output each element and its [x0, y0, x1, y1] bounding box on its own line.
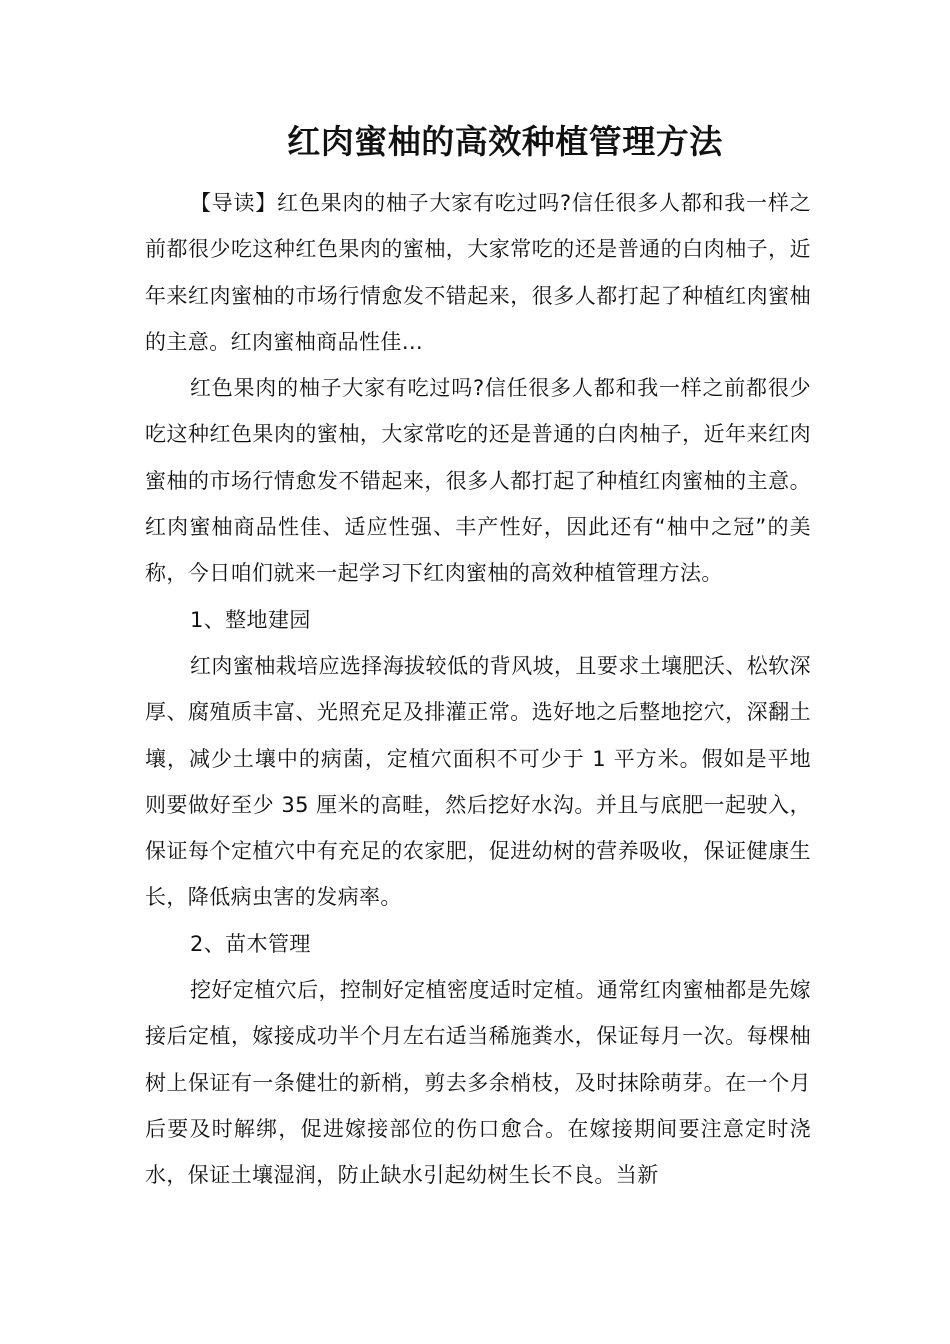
body-paragraph: 红色果肉的柚子大家有吃过吗?信任很多人都和我一样之前都很少吃这种红色果肉的蜜柚，大家常吃的还是普通的白肉柚子，近年来红肉蜜柚的市场行情愈发不错起来，很多人都打起了种植红肉蜜柚的主意。红肉蜜柚商品性佳、适应性强、丰产性好，因此还有“柚中之冠”的美称，今日咱们就来一起学习下红肉蜜柚的高效种植管理方法。 — [145, 376, 811, 586]
section-heading: 1、整地建园 — [190, 607, 311, 632]
document-body — [145, 180, 811, 1199]
body-paragraph: 红肉蜜柚栽培应选择海拔较低的背风坡，且要求土壤肥沃、松软深厚、腐殖质丰富、光照充足及排灌正常。选好地之后整地挖穴，深翻土壤，减少土壤中的病菌，定植穴面积不可少于 1 平方米。假如是平地则要做好至少 35 厘米的高畦，然后挖好水沟。并且与底肥一起驶入，保证每个定植穴中有充足的农家肥，促进幼树的营养吸收，保证健康生长，降低病虫害的发病率。 — [145, 653, 811, 910]
body-paragraph: 挖好定植穴后，控制好定植密度适时定植。通常红肉蜜柚都是先嫁接后定植，嫁接成功半个月左右适当稀施粪水，保证每月一次。每棵柚树上保证有一条健壮的新梢，剪去多余梢枝，及时抹除萌芽。在一个月后要及时解绑，促进嫁接部位的伤口愈合。在嫁接期间要注意定时浇水，保证土壤湿润，防止缺水引起幼树生长不良。当新 — [145, 978, 811, 1188]
section-heading: 2、苗木管理 — [190, 931, 311, 956]
document-title: 红肉蜜柚的高效种植管理方法 — [287, 122, 723, 161]
intro-paragraph: 【导读】红色果肉的柚子大家有吃过吗?信任很多人都和我一样之前都很少吃这种红色果肉的蜜柚，大家常吃的还是普通的白肉柚子，近年来红肉蜜柚的市场行情愈发不错起来，很多人都打起了种植红肉蜜柚的主意。红肉蜜柚商品性佳… — [145, 191, 811, 354]
